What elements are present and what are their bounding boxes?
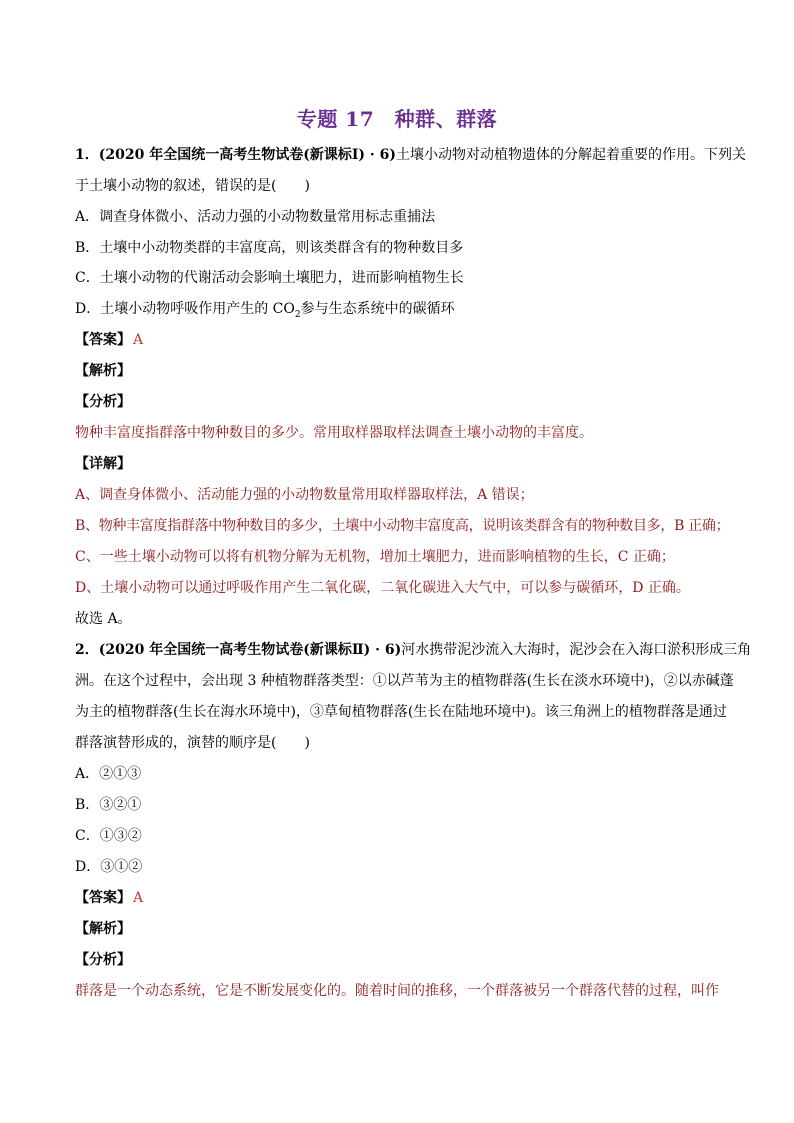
q2-analysis: 群落是一个动态系统，它是不断发展变化的。随着时间的推移，一个群落被另一个群落代替的过程，叫作 [75,983,719,999]
q1-option-d-sub: 2 [294,309,301,320]
q1-conclusion: 故选 A。 [75,611,132,627]
q1-option-d-post: 参与生态系统中的碳循环 [300,301,455,317]
q1-answer [75,331,725,349]
q1-answer-value: A [133,332,144,348]
q1-answer-label: 【答案】 [75,332,131,348]
q2-fenxi-label: 【分析】 [75,952,131,968]
q1-detail-a: A、调查身体微小、活动能力强的小动物数量常用取样器取样法，A 错误； [75,487,534,503]
q2-option-a: A．②①③ [75,766,142,782]
q1-option-d [75,300,725,318]
q2-option-c: C．①③② [75,828,142,844]
q2-answer-label: 【答案】 [75,890,131,906]
q1-option-d-pre: D．土壤小动物呼吸作用产生的 CO [75,301,295,317]
q2-stem-line1 [75,641,752,659]
q1-fenxi-label: 【分析】 [75,394,131,410]
q2-option-b: B．③②① [75,797,142,813]
q1-option-c: C．土壤小动物的代谢活动会影响土壤肥力，进而影响植物生长 [75,270,464,286]
q2-answer-value: A [133,890,144,906]
q1-stem-line1 [75,146,746,164]
q2-stem-line3: 为主的植物群落(生长在海水环境中)，③草甸植物群落(生长在陆地环境中)。该三角洲上的植物群落是通过 [75,704,727,720]
q1-option-b: B．土壤中小动物类群的丰富度高，则该类群含有的物种数目多 [75,240,464,256]
q1-source: (2020 年全国统一高考生物试卷(新课标Ⅰ) · 6) [98,147,396,163]
q2-stem-line4: 群落演替形成的，演替的顺序是( ) [75,735,310,751]
q2-option-d: D．③①② [75,859,143,875]
q1-jiexi-label: 【解析】 [75,363,131,379]
q1-option-a: A．调查身体微小、活动力强的小动物数量常用标志重捕法 [75,209,436,225]
q2-jiexi-label: 【解析】 [75,921,131,937]
q1-detail-b: B、物种丰富度指群落中物种数目的多少，土壤中小动物丰富度高，说明该类群含有的物种数目多，B 正确； [75,518,730,534]
q1-analysis: 物种丰富度指群落中物种数目的多少。常用取样器取样法调查土壤小动物的丰富度。 [75,425,593,441]
q2-source: (2020 年全国统一高考生物试卷(新课标Ⅱ) · 6) [98,642,402,658]
q2-number: 2． [75,642,99,658]
q1-stem-text1: 土壤小动物对动植物遗体的分解起着重要的作用。下列关 [396,147,746,163]
q1-detail-d: D、土壤小动物可以通过呼吸作用产生二氧化碳，二氧化碳进入大气中，可以参与碳循环，D 正确。 [75,580,690,596]
q2-answer [75,889,725,907]
q2-stem-text1: 河水携带泥沙流入大海时，泥沙会在入海口淤积形成三角 [401,642,752,658]
q1-xiangjie-label: 【详解】 [75,456,131,472]
page-title: 专题 17 种群、群落 [296,107,498,131]
q2-stem-line2: 洲。在这个过程中，会出现 3 种植物群落类型：①以芦苇为主的植物群落(生长在淡水环境中)，②以赤碱蓬 [75,673,734,689]
q1-detail-c: C、一些土壤小动物可以将有机物分解为无机物，增加土壤肥力，进而影响植物的生长，C 正确； [75,549,675,565]
q1-stem-line2: 于土壤小动物的叙述，错误的是( ) [75,178,310,194]
q1-number: 1． [75,147,99,163]
